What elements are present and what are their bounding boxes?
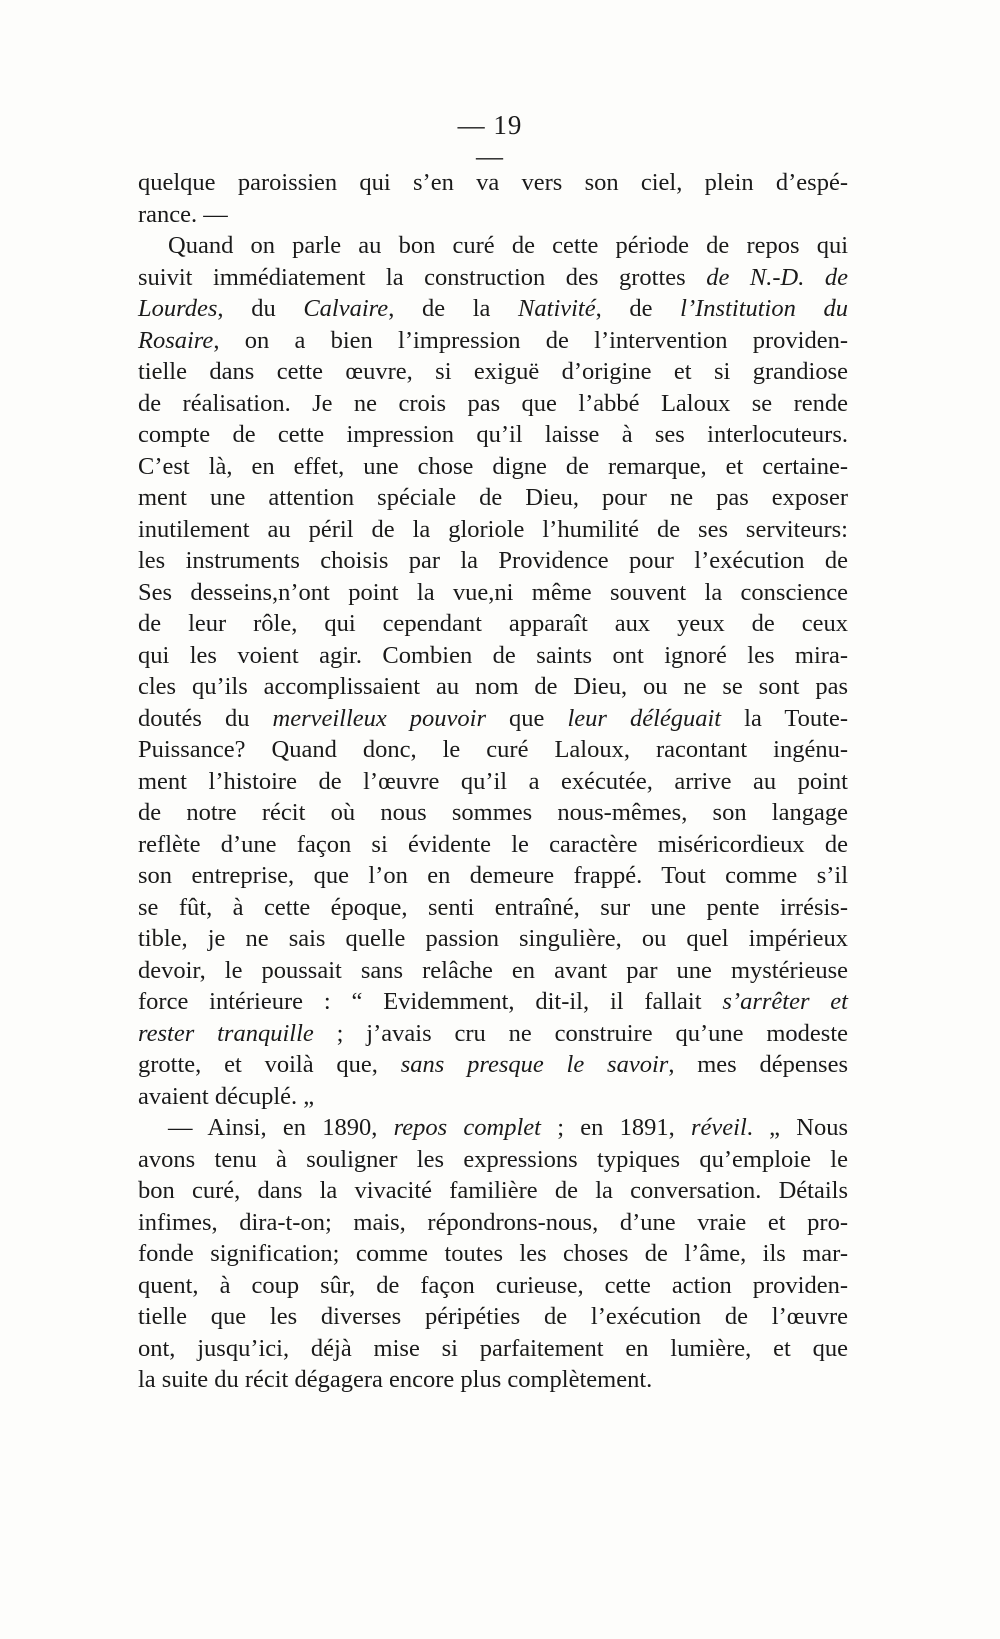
text-segment: son entreprise, que l’on en demeure frappé. Tout comme s’il [138, 862, 848, 889]
text-line [138, 829, 848, 861]
text-segment: rance. — [138, 200, 228, 228]
text-segment: quelque paroissien qui s’en va vers son ciel, plein d’espé- [138, 169, 848, 196]
italic-text: leur déléguait [567, 704, 722, 732]
text-segment: de notre récit où nous sommes nous-mêmes, son langage [138, 799, 848, 826]
text-segment: , de la [388, 295, 519, 322]
italic-text: Lourdes [138, 295, 218, 322]
text-line [138, 356, 848, 388]
text-segment: les instruments choisis par la Providence pour l’exécution de [138, 547, 848, 574]
italic-text: réveil [691, 1114, 747, 1141]
italic-text: sans presque le savoir [400, 1051, 669, 1078]
text-segment: infimes, dira-t-on; mais, répondrons-nous, d’une vraie et pro- [138, 1208, 848, 1236]
italic-text: s’arrêter et [722, 988, 848, 1015]
text-line [138, 293, 848, 325]
text-line [138, 986, 848, 1018]
text-segment: de réalisation. Je ne crois pas que l’abbé Laloux se rende [138, 389, 848, 417]
text-line [138, 1301, 848, 1333]
text-segment: ment une attention spéciale de Dieu, pour ne pas exposer [138, 484, 848, 511]
text-segment: , on a bien l’impression de l’intervention providen- [213, 326, 848, 354]
body-text [138, 167, 848, 1396]
text-line [138, 1018, 848, 1050]
text-segment: reflète d’une façon si évidente le caractère miséricordieux de [138, 830, 848, 858]
text-line [138, 451, 848, 483]
text-segment: la Toute- [721, 704, 848, 732]
text-line [138, 703, 848, 735]
text-line [138, 671, 848, 703]
text-segment: la suite du récit dégagera encore plus complètement. [138, 1366, 653, 1393]
text-segment: bon curé, dans la vivacité familière de la conversation. Détails [138, 1177, 848, 1204]
text-line [138, 1049, 848, 1081]
italic-text: de N.-D. de [706, 263, 848, 291]
text-line [138, 1175, 848, 1207]
italic-text: Calvaire [303, 295, 389, 322]
text-segment: tielle que les diverses péripéties de l’exécution de l’œuvre [138, 1303, 848, 1330]
italic-text: rester tranquille [138, 1019, 314, 1047]
text-segment: . „ Nous [746, 1114, 848, 1141]
text-segment: compte de cette impression qu’il laisse à ses interlocuteurs. [138, 421, 848, 448]
text-segment: que [486, 704, 568, 732]
text-line [138, 640, 848, 672]
text-segment: fonde signification; comme toutes les choses de l’âme, ils mar- [138, 1240, 848, 1267]
text-segment: C’est là, en effet, une chose digne de remarque, et certaine- [138, 452, 848, 480]
text-segment: inutilement au péril de la gloriole l’humilité de ses serviteurs: [138, 515, 848, 543]
text-line [138, 262, 848, 294]
text-line [138, 923, 848, 955]
text-segment: qui les voient agir. Combien de saints ont ignoré les mira- [138, 641, 848, 669]
text-segment: se fût, à cette époque, senti entraîné, sur une pente irrésis- [138, 893, 848, 921]
text-segment: ont, jusqu’ici, déjà mise si parfaitement en lumière, et que [138, 1334, 848, 1362]
text-line [138, 1144, 848, 1176]
text-line [138, 1238, 848, 1270]
text-segment: , mes dépenses [668, 1051, 848, 1078]
text-segment: ; j’avais cru ne construire qu’une modeste [313, 1019, 848, 1047]
text-segment: cles qu’ils accomplissaient au nom de Dieu, ou ne se sont pas [138, 673, 848, 700]
page-number: — 19 — [457, 110, 523, 171]
text-line [138, 860, 848, 892]
text-line [138, 955, 848, 987]
text-segment: suivit immédiatement la construction des grottes [138, 263, 707, 291]
text-segment: devoir, le poussait sans relâche en avant par une mystérieuse [138, 956, 848, 984]
text-line [138, 797, 848, 829]
text-segment: ment l’histoire de l’œuvre qu’il a exécutée, arrive au point [138, 767, 848, 795]
text-line [138, 482, 848, 514]
text-segment: de leur rôle, qui cependant apparaît aux yeux de ceux [138, 610, 848, 637]
italic-text: Rosaire [138, 326, 214, 354]
text-line [138, 1207, 848, 1239]
text-line [138, 1270, 848, 1302]
text-line [138, 1112, 848, 1144]
text-segment: ; en 1891, [540, 1114, 691, 1141]
text-line [138, 199, 848, 231]
text-line [138, 167, 848, 199]
italic-text: l’Institution du [680, 295, 849, 322]
text-segment: quent, à coup sûr, de façon curieuse, cette action providen- [138, 1271, 848, 1299]
text-line [138, 514, 848, 546]
text-segment: , du [217, 295, 304, 322]
text-segment: Ses desseins,n’ont point la vue,ni même souvent la conscience [138, 578, 848, 606]
italic-text: repos complet [393, 1114, 541, 1141]
text-segment: Puissance? Quand donc, le curé Laloux, racontant ingénu- [138, 736, 848, 763]
text-segment: — Ainsi, en 1890, [168, 1114, 394, 1141]
italic-text: Nativité [518, 295, 596, 322]
text-line [138, 608, 848, 640]
text-segment: , de [595, 295, 681, 322]
text-segment: avaient décuplé. „ [138, 1082, 315, 1110]
text-segment: Quand on parle au bon curé de cette période de repos qui [168, 232, 848, 259]
text-line [138, 734, 848, 766]
text-line [138, 419, 848, 451]
text-line [138, 577, 848, 609]
text-line [138, 230, 848, 262]
text-segment: tielle dans cette œuvre, si exiguë d’origine et si grandiose [138, 358, 848, 385]
text-line [138, 892, 848, 924]
italic-text: merveilleux pouvoir [272, 704, 487, 732]
text-segment: force intérieure : “ Evidemment, dit-il, il fallait [138, 988, 723, 1015]
text-line [138, 545, 848, 577]
text-line [138, 1081, 848, 1113]
text-line [138, 1364, 848, 1396]
text-segment: avons tenu à souligner les expressions typiques qu’emploie le [138, 1145, 848, 1173]
text-segment: tible, je ne sais quelle passion singulière, ou quel impérieux [138, 925, 848, 952]
text-segment: doutés du [138, 704, 273, 732]
text-line [138, 766, 848, 798]
text-line [138, 388, 848, 420]
text-segment: grotte, et voilà que, [138, 1051, 401, 1078]
text-line [138, 325, 848, 357]
text-line [138, 1333, 848, 1365]
